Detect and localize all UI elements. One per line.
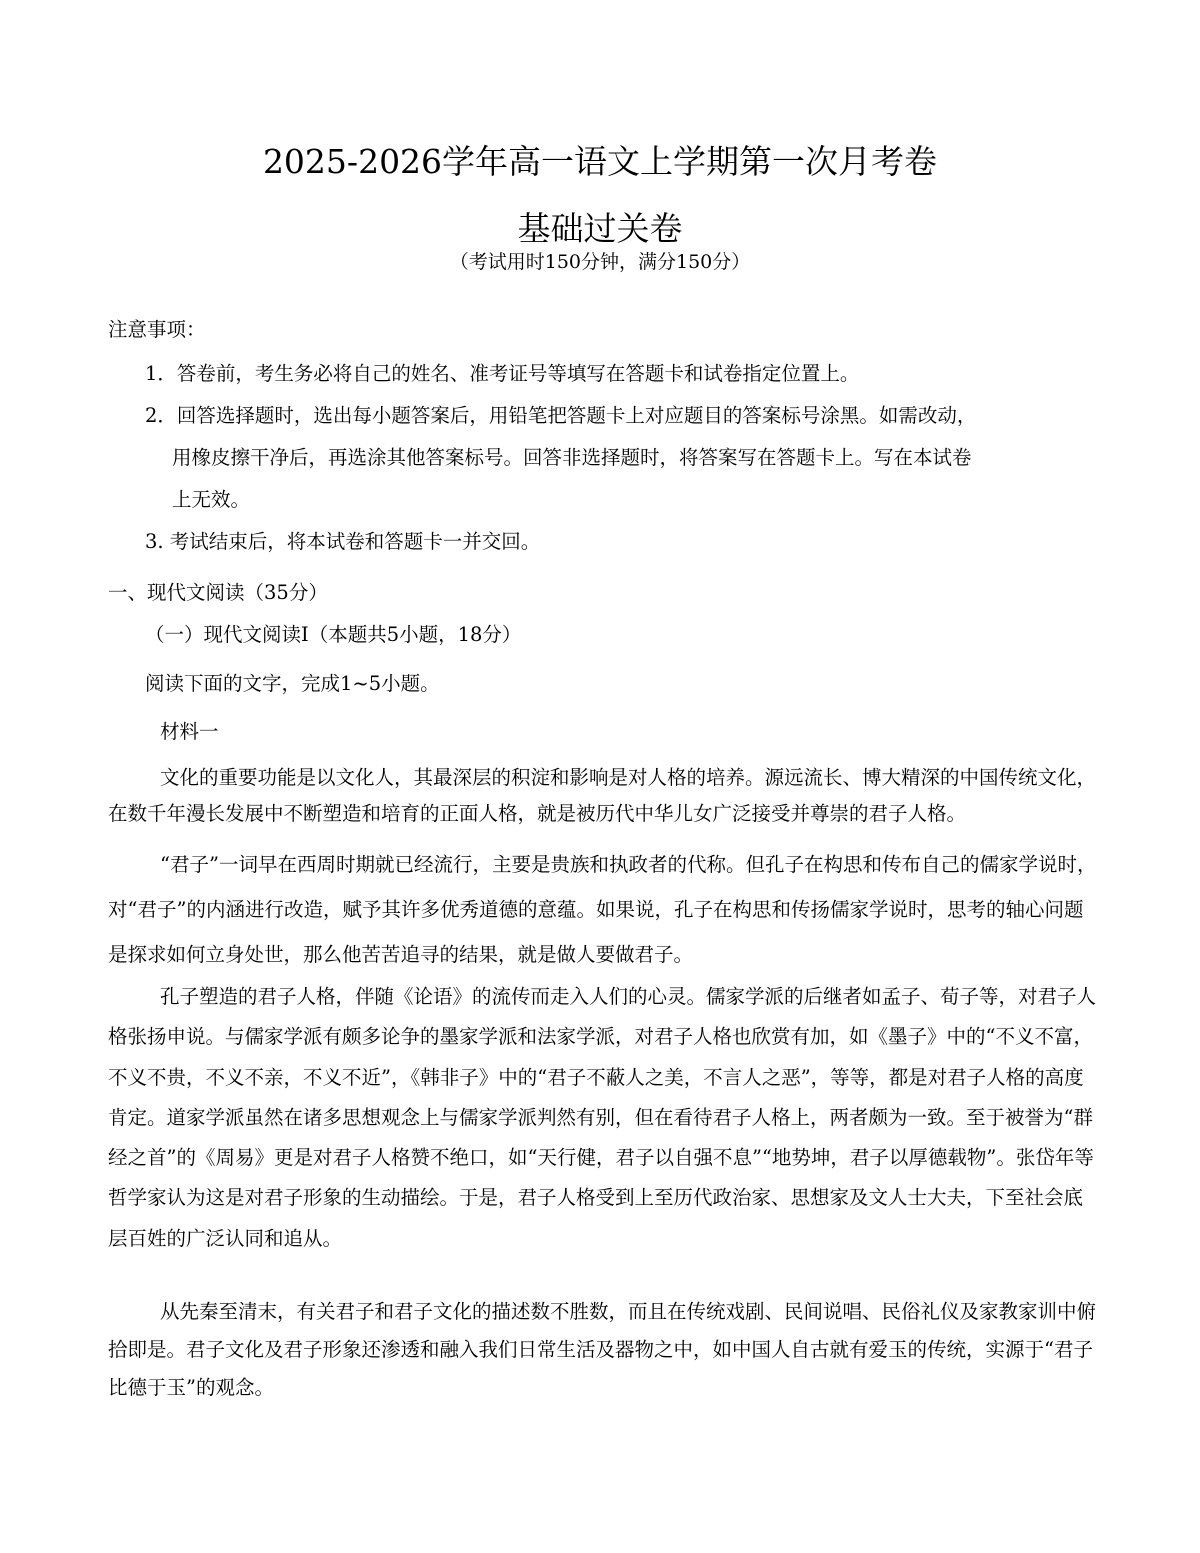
section-subheading: （一）现代文阅读Ⅰ（本题共5小题，18分） [145,623,522,646]
section-heading: 一、现代文阅读（35分） [108,581,328,604]
paragraph [108,977,1098,1259]
notice-item-continuation: 用橡皮擦干净后，再选涂其他答案标号。回答非选择题时，将答案写在答题卡上。写在本试卷 [172,446,972,469]
paragraph-text: 文化的重要功能是以文化人，其最深层的积淀和影响是对人格的培养。源远流长、博大精深的中国传统文化，在数千年漫长发展中不断塑造和培育的正面人格，就是被历代中华儿女广泛接受并尊崇的君子人格。 [108,766,1097,825]
notice-item: 1．答卷前，考生务必将自己的姓名、准考证号等填写在答题卡和试卷指定位置上。 [145,362,860,385]
reading-instruction: 阅读下面的文字，完成1~5小题。 [145,672,440,695]
exam-info: （考试用时150分钟，满分150分） [449,251,751,273]
paragraph [108,760,1098,832]
paragraph-text: 孔子塑造的君子人格，伴随《论语》的流传而走入人们的心灵。儒家学派的后继者如孟子、荀子等，对君子人格张扬申说。与儒家学派有颇多论争的墨家学派和法家学派，对君子人格也欣赏有加，如《墨子》中的“不义不富，不义不贵，不义不亲，不义不近”，《韩非子》中的“君子不蔽人之美，不言人之恶”，等等，都是对君子人格的高度肯定。道家学派虽然在诸多思想观念上与儒家学派判然有别，但在看待君子人格上，两者颇为一致。至于被誉为“群经之首”的《周易》更是对君子人格赞不绝口，如“天行健，君子以自强不息”“地势坤，君子以厚德载物”。张岱年等哲学家认为这是对君子形象的生动描绘。于是，君子人格受到上至历代政治家、思想家及文人士大夫，下至社会底层百姓的广泛认同和追从。 [108,985,1097,1250]
material-label: 材料一 [160,720,219,743]
paragraph [108,1293,1098,1407]
exam-title: 2025-2026学年高一语文上学期第一次月考卷 [262,142,938,181]
notice-item: 3. 考试结束后，将本试卷和答题卡一并交回。 [145,530,541,553]
notice-item-continuation: 上无效。 [172,488,251,511]
paragraph-text: “君子”一词早在西周时期就已经流行，主要是贵族和执政者的代称。但孔子在构思和传布自己的儒家学说时，对“君子”的内涵进行改造，赋予其许多优秀道德的意蕴。如果说，孔子在构思和传扬儒家学说时，思考的轴心问题是探求如何立身处世，那么他苦苦追寻的结果，就是做人要做君子。 [108,853,1097,966]
notice-item: 2．回答选择题时，选出每小题答案后，用铅笔把答题卡上对应题目的答案标号涂黑。如需改动， [145,404,977,427]
paragraph [108,842,1098,977]
exam-subtitle: 基础过关卷 [517,209,683,248]
paragraph-text: 从先秦至清末，有关君子和君子文化的描述数不胜数，而且在传统戏剧、民间说唱、民俗礼仪及家教家训中俯拾即是。君子文化及君子形象还渗透和融入我们日常生活及器物之中，如中国人自古就有爱玉的传统，实源于“君子比德于玉”的观念。 [108,1300,1097,1399]
notice-heading: 注意事项： [108,318,206,341]
